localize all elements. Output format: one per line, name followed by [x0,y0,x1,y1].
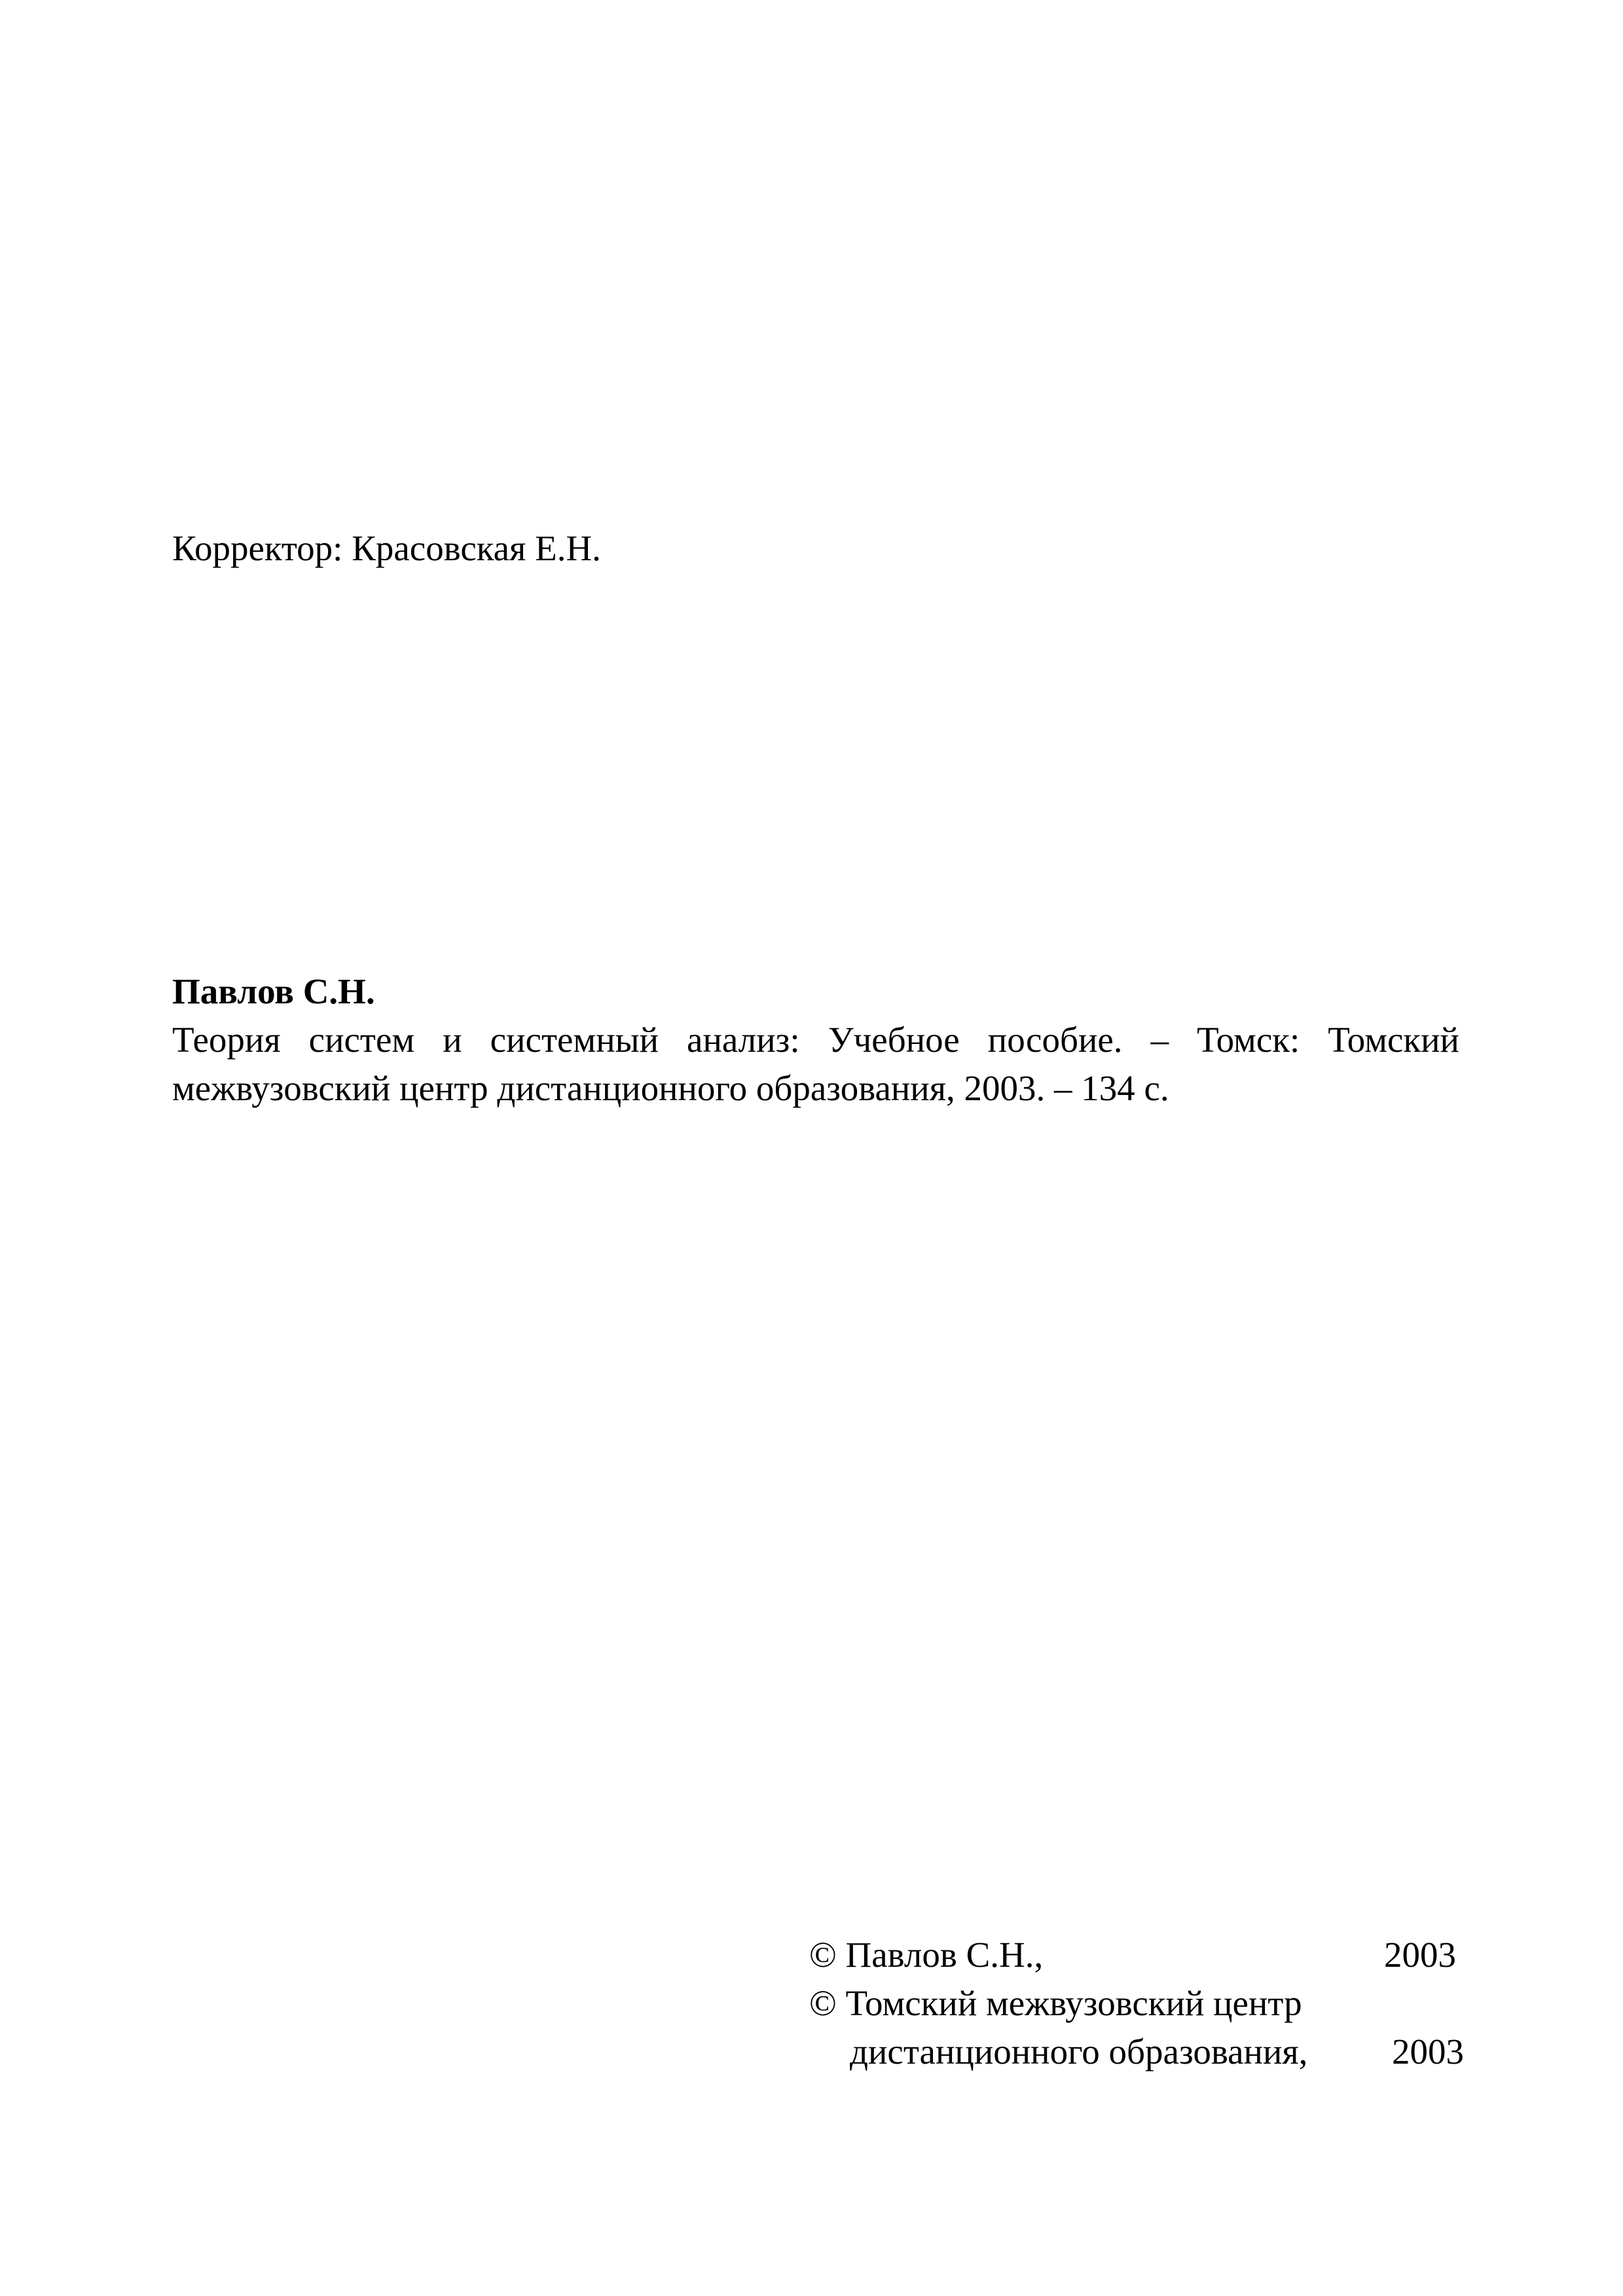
copyright-publisher-row-cont [809,2028,1464,2076]
copyright-publisher-row [809,1979,1464,2028]
corrector-line: Корректор: Красовская Е.Н. [172,528,601,568]
bibliographic-description-line-1: Теория систем и системный анализ: Учебное пособие. – Томск: Томский [172,1020,1459,1060]
copyright-publisher-cont: дистанционного образования, [850,2032,1308,2072]
copyright-author-row [809,1931,1464,1979]
bibliographic-record [172,967,1459,1113]
copyright-publisher: © Томский межвузовский центр [809,1983,1302,2023]
copyright-author: © Павлов С.Н., [809,1935,1044,1975]
bibliographic-description-line-2: межвузовский центр дистанционного образования, 2003. – 134 с. [172,1068,1169,1108]
copyright-block [809,1931,1464,2076]
copyright-publisher-year: 2003 [1392,2032,1464,2072]
author-name: Павлов С.Н. [172,971,375,1011]
copyright-author-year: 2003 [1384,1935,1456,1975]
